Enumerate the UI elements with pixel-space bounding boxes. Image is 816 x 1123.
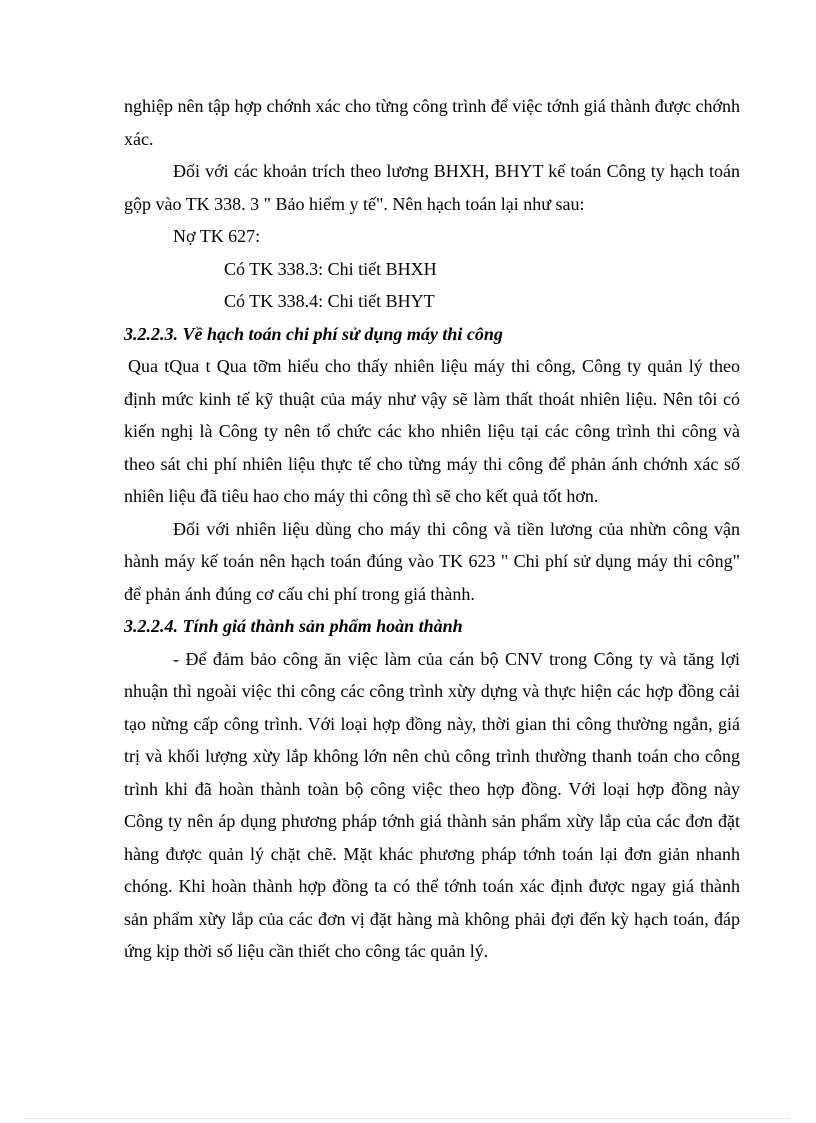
entry-debit-627: Nợ TK 627: [173,226,261,246]
document-body [124,90,740,968]
paragraph-cost-calculation: - Để đảm bảo công ăn việc làm của cán bộ CNV trong Công ty và tăng lợi nhuận thì ngoài việc thi công các công trình xừy dựng và thực hiện các hợp đồng cải tạo nừng cấp công trình. Với loại hợp đồng này, thời gian thi công thường ngắn, giá trị và khối lượng xừy lắp không lớn nên chủ công trình thường thanh toán cho công trình khi đã hoàn thành toàn bộ công việc theo hợp đồng. Với loại hợp đồng này Công ty nên áp dụng phương pháp tớnh giá thành sản phẩm xừy lắp của các đơn đặt hàng được quản lý chặt chẽ. Mặt khác phương pháp tớnh toán lại đơn giản nhanh chóng. Khi hoàn thành hợp đồng ta có thể tớnh toán xác định được ngay giá thành sản phẩm xừy lắp của các đơn vị đặt hàng mà không phải đợi đến kỳ hạch toán, đáp ứng kịp thời số liệu cần thiết cho công tác quản lý. [124,648,740,961]
entry-credit-3384: Có TK 338.4: Chi tiết BHYT [224,291,435,311]
paragraph-machine-labor: Đối với nhiên liệu dùng cho máy thi công và tiền lương của nhừn công vận hành máy kế toán nên hạch toán đúng vào TK 623 " Chi phí sử dụng máy thi công" để phản ánh đúng cơ cấu chi phí trong giá thành. [124,518,740,604]
section-heading-3223: 3.2.2.3. Về hạch toán chi phí sử dụng máy thi công [124,323,503,344]
paragraph-payroll-deductions: Đối với các khoản trích theo lương BHXH, BHYT kế toán Công ty hạch toán gộp vào TK 338. 3 " Bảo hiểm y tế". Nên hạch toán lại như sau: [124,161,740,214]
section-heading-3224: 3.2.2.4. Tính giá thành sản phẩm hoàn thành [124,616,463,636]
entry-credit-3383: Có TK 338.3: Chi tiết BHXH [224,258,437,279]
paragraph-machine-fuel: Qua tQua t Qua tỡm hiểu cho thấy nhiên liệu máy thi công, Công ty quản lý theo định mức kinh tế kỹ thuật của máy như vậy sẽ làm thất thoát nhiên liệu. Nên tôi có kiến nghị là Công ty nên tổ chức các kho nhiên liệu tại các công trình thi công và theo sát chi phí nhiên liệu thực tế cho từng máy thi công để phản ánh chớnh xác số nhiên liệu đã tiêu hao cho máy thi công thì sẽ cho kết quả tốt hơn. [124,356,740,506]
paragraph-continuation: nghiệp nên tập hợp chớnh xác cho từng công trình để việc tớnh giá thành được chớnh xác. [124,96,740,149]
page-bottom-rule [26,1118,790,1119]
